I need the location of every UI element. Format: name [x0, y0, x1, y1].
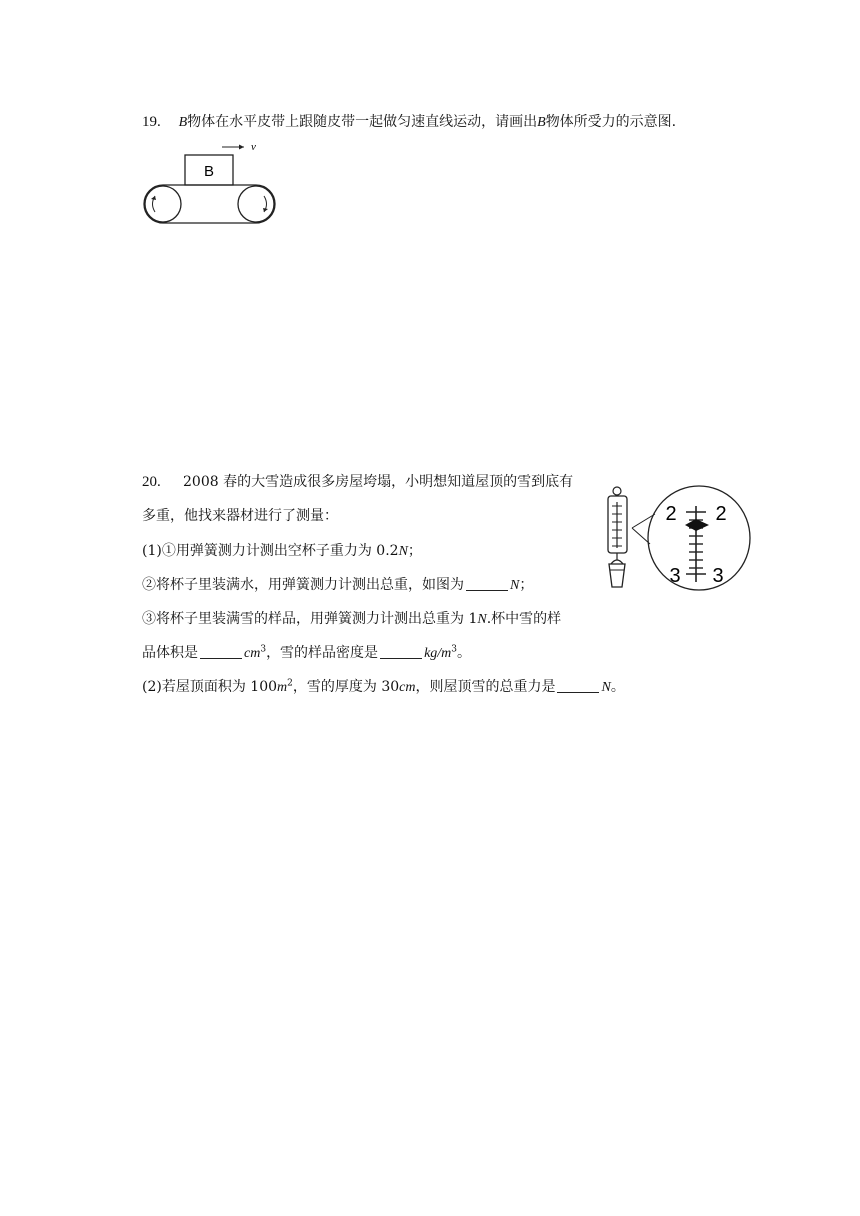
step-text: 用弹簧测力计测出空杯子重力为 0.2 — [175, 543, 399, 559]
question-19-text — [142, 112, 676, 133]
step-mark: ③ — [142, 611, 156, 627]
step-text: 将杯子里装满水，用弹簧测力计测出总重，如图为 — [156, 577, 464, 593]
question-20-line1 — [142, 472, 573, 492]
question-20-step1 — [142, 541, 422, 562]
scale-hook-top — [613, 487, 621, 495]
step-mark: ① — [161, 543, 176, 559]
punct: 。 — [457, 645, 472, 661]
question-20-line2 — [142, 506, 338, 526]
unit: m — [277, 680, 288, 695]
step-mark: ② — [142, 577, 156, 593]
question-20-step2 — [142, 575, 533, 596]
right-pulley — [238, 186, 274, 222]
step-text: .杯中雪的样 — [486, 611, 562, 627]
question-20-step3 — [142, 609, 561, 630]
velocity-label: v — [251, 141, 256, 153]
scale-label-2-right: 2 — [715, 503, 727, 525]
step-text: ，雪的样品密度是 — [266, 645, 379, 661]
scale-label-3-left: 3 — [669, 565, 681, 587]
answer-blank[interactable] — [380, 644, 422, 659]
question-text: 物体所受力的示意图. — [545, 114, 677, 130]
unit: N — [510, 578, 520, 593]
part-label: (1) — [142, 543, 162, 559]
cup-icon — [609, 564, 625, 587]
callout-line — [632, 528, 650, 544]
unit: N — [601, 680, 611, 695]
object-b: B — [178, 115, 188, 130]
step-text: 将杯子里装满雪的样品，用弹簧测力计测出总重为 1 — [156, 611, 478, 627]
unit: kg/m — [424, 646, 452, 661]
question-20-step3-line2: 品体积是 $cm^3$，雪的样品密度是 $kg/m^3$。 — [142, 644, 472, 661]
question-number: 19. — [142, 114, 161, 130]
answer-blank[interactable] — [200, 644, 242, 659]
question-number: 20. — [142, 474, 161, 490]
punct: 。 — [610, 679, 625, 695]
part-text: ，雪的厚度为 30 — [292, 679, 400, 695]
part-label: (2) — [142, 679, 162, 695]
left-pulley — [145, 186, 181, 222]
block-b-label: B — [203, 163, 215, 180]
part-text: 若屋顶面积为 100 — [161, 679, 278, 695]
question-20-part2: (2)若屋顶面积为 $100m^2$，雪的厚度为 30cm，则屋顶雪的总重力是 N。 — [142, 678, 625, 695]
conveyor-belt-figure — [140, 140, 280, 228]
scale-label-3-right: 3 — [712, 565, 724, 587]
step-text: 品体积是 — [142, 645, 198, 661]
scale-label-2-left: 2 — [665, 503, 677, 525]
unit: N — [477, 612, 487, 627]
unit: cm — [244, 646, 261, 661]
question-text: 2008 春的大雪造成很多房屋垮塌，小明想知道屋顶的雪到底有 — [183, 474, 574, 490]
question-text: 多重，他找来器材进行了测量： — [142, 508, 338, 524]
answer-blank[interactable] — [557, 678, 599, 693]
question-text: 物体在水平皮带上跟随皮带一起做匀速直线运动，请画出 — [187, 114, 538, 130]
unit: N — [398, 544, 408, 559]
object-b: B — [537, 115, 546, 130]
velocity-arrowhead — [239, 145, 244, 150]
unit: cm — [399, 680, 416, 695]
answer-blank[interactable] — [466, 576, 508, 591]
punct: ； — [519, 577, 534, 593]
spring-scale-figure — [598, 484, 753, 616]
part-text: ，则屋顶雪的总重力是 — [415, 679, 556, 695]
punct: ； — [407, 543, 422, 559]
